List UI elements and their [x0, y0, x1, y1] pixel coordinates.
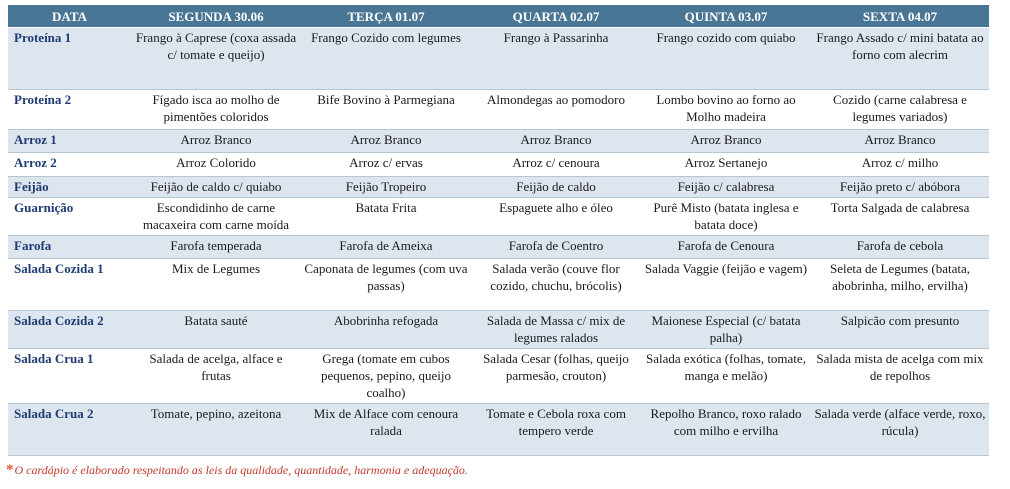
footnote — [6, 462, 468, 479]
menu-cell: Salada de Massa c/ mix de legumes ralados — [471, 311, 641, 349]
menu-cell: Almondegas ao pomodoro — [471, 90, 641, 130]
table-row — [8, 259, 989, 311]
header-day: SEGUNDA 30.06 — [131, 5, 301, 28]
table-row — [8, 90, 989, 130]
menu-cell: Seleta de Legumes (batata, abobrinha, milho, ervilha) — [811, 259, 989, 311]
header-day: SEXTA 04.07 — [811, 5, 989, 28]
table-row — [8, 130, 989, 153]
menu-cell: Fígado isca ao molho de pimentões coloridos — [131, 90, 301, 130]
row-label: Feijão — [8, 177, 131, 198]
row-label: Salada Cozida 1 — [8, 259, 131, 311]
menu-cell: Arroz Branco — [301, 130, 471, 153]
menu-cell: Farofa de Ameixa — [301, 236, 471, 259]
menu-cell: Tomate, pepino, azeitona — [131, 404, 301, 456]
menu-cell: Escondidinho de carne macaxeira com carne moída — [131, 198, 301, 236]
header-row — [8, 5, 989, 28]
footnote-text: O cardápio é elaborado respeitando as leis da qualidade, quantidade, harmonia e adequação. — [14, 463, 468, 477]
menu-cell: Salada exótica (folhas, tomate, manga e melão) — [641, 349, 811, 404]
menu-cell: Arroz Branco — [471, 130, 641, 153]
menu-cell: Arroz c/ ervas — [301, 153, 471, 177]
row-label: Proteína 2 — [8, 90, 131, 130]
menu-cell: Purê Misto (batata inglesa e batata doce) — [641, 198, 811, 236]
row-label: Proteína 1 — [8, 28, 131, 90]
menu-cell: Salada verde (alface verde, roxo, rúcula) — [811, 404, 989, 456]
menu-cell: Farofa de Cenoura — [641, 236, 811, 259]
row-label: Guarnição — [8, 198, 131, 236]
menu-cell: Salada verão (couve flor cozido, chuchu, brócolis) — [471, 259, 641, 311]
menu-cell: Salada Cesar (folhas, queijo parmesão, crouton) — [471, 349, 641, 404]
menu-cell: Frango à Caprese (coxa assada c/ tomate e queijo) — [131, 28, 301, 90]
header-day: TERÇA 01.07 — [301, 5, 471, 28]
menu-cell: Tomate e Cebola roxa com tempero verde — [471, 404, 641, 456]
menu-cell: Feijão c/ calabresa — [641, 177, 811, 198]
menu-cell: Abobrinha refogada — [301, 311, 471, 349]
menu-cell: Farofa de cebola — [811, 236, 989, 259]
menu-cell: Batata sauté — [131, 311, 301, 349]
menu-cell: Lombo bovino ao forno ao Molho madeira — [641, 90, 811, 130]
menu-cell: Caponata de legumes (com uva passas) — [301, 259, 471, 311]
menu-cell: Maionese Especial (c/ batata palha) — [641, 311, 811, 349]
menu-cell: Arroz Colorido — [131, 153, 301, 177]
menu-cell: Frango Cozido com legumes — [301, 28, 471, 90]
menu-cell: Feijão de caldo c/ quiabo — [131, 177, 301, 198]
menu-cell: Frango cozido com quiabo — [641, 28, 811, 90]
row-label: Farofa — [8, 236, 131, 259]
menu-cell: Feijão preto c/ abóbora — [811, 177, 989, 198]
table-row — [8, 198, 989, 236]
menu-cell: Arroz Sertanejo — [641, 153, 811, 177]
menu-cell: Salada mista de acelga com mix de repolhos — [811, 349, 989, 404]
menu-cell: Repolho Branco, roxo ralado com milho e ervilha — [641, 404, 811, 456]
row-label: Salada Cozida 2 — [8, 311, 131, 349]
row-label: Arroz 1 — [8, 130, 131, 153]
menu-cell: Arroz Branco — [811, 130, 989, 153]
menu-cell: Arroz Branco — [641, 130, 811, 153]
row-label: Arroz 2 — [8, 153, 131, 177]
header-day: QUARTA 02.07 — [471, 5, 641, 28]
menu-cell: Farofa de Coentro — [471, 236, 641, 259]
header-day: QUINTA 03.07 — [641, 5, 811, 28]
asterisk-icon: * — [6, 462, 14, 478]
menu-cell: Salada Vaggie (feijão e vagem) — [641, 259, 811, 311]
table-row — [8, 28, 989, 90]
menu-cell: Frango Assado c/ mini batata ao forno com alecrim — [811, 28, 989, 90]
menu-cell: Arroz Branco — [131, 130, 301, 153]
menu-cell: Salada de acelga, alface e frutas — [131, 349, 301, 404]
menu-cell: Salpicão com presunto — [811, 311, 989, 349]
row-label: Salada Crua 2 — [8, 404, 131, 456]
menu-cell: Farofa temperada — [131, 236, 301, 259]
menu-cell: Grega (tomate em cubos pequenos, pepino, queijo coalho) — [301, 349, 471, 404]
header-data: DATA — [8, 5, 131, 28]
menu-cell: Batata Frita — [301, 198, 471, 236]
table-row — [8, 153, 989, 177]
table-row — [8, 311, 989, 349]
menu-cell: Mix de Legumes — [131, 259, 301, 311]
menu-cell: Arroz c/ cenoura — [471, 153, 641, 177]
menu-cell: Bife Bovino à Parmegiana — [301, 90, 471, 130]
menu-table — [8, 5, 989, 456]
table-row — [8, 177, 989, 198]
menu-cell: Feijão de caldo — [471, 177, 641, 198]
table-row — [8, 404, 989, 456]
menu-cell: Espaguete alho e óleo — [471, 198, 641, 236]
table-row — [8, 236, 989, 259]
row-label: Salada Crua 1 — [8, 349, 131, 404]
menu-cell: Cozido (carne calabresa e legumes variados) — [811, 90, 989, 130]
table-row — [8, 349, 989, 404]
menu-cell: Torta Salgada de calabresa — [811, 198, 989, 236]
menu-cell: Arroz c/ milho — [811, 153, 989, 177]
menu-cell: Mix de Alface com cenoura ralada — [301, 404, 471, 456]
menu-cell: Frango à Passarinha — [471, 28, 641, 90]
menu-cell: Feijão Tropeiro — [301, 177, 471, 198]
